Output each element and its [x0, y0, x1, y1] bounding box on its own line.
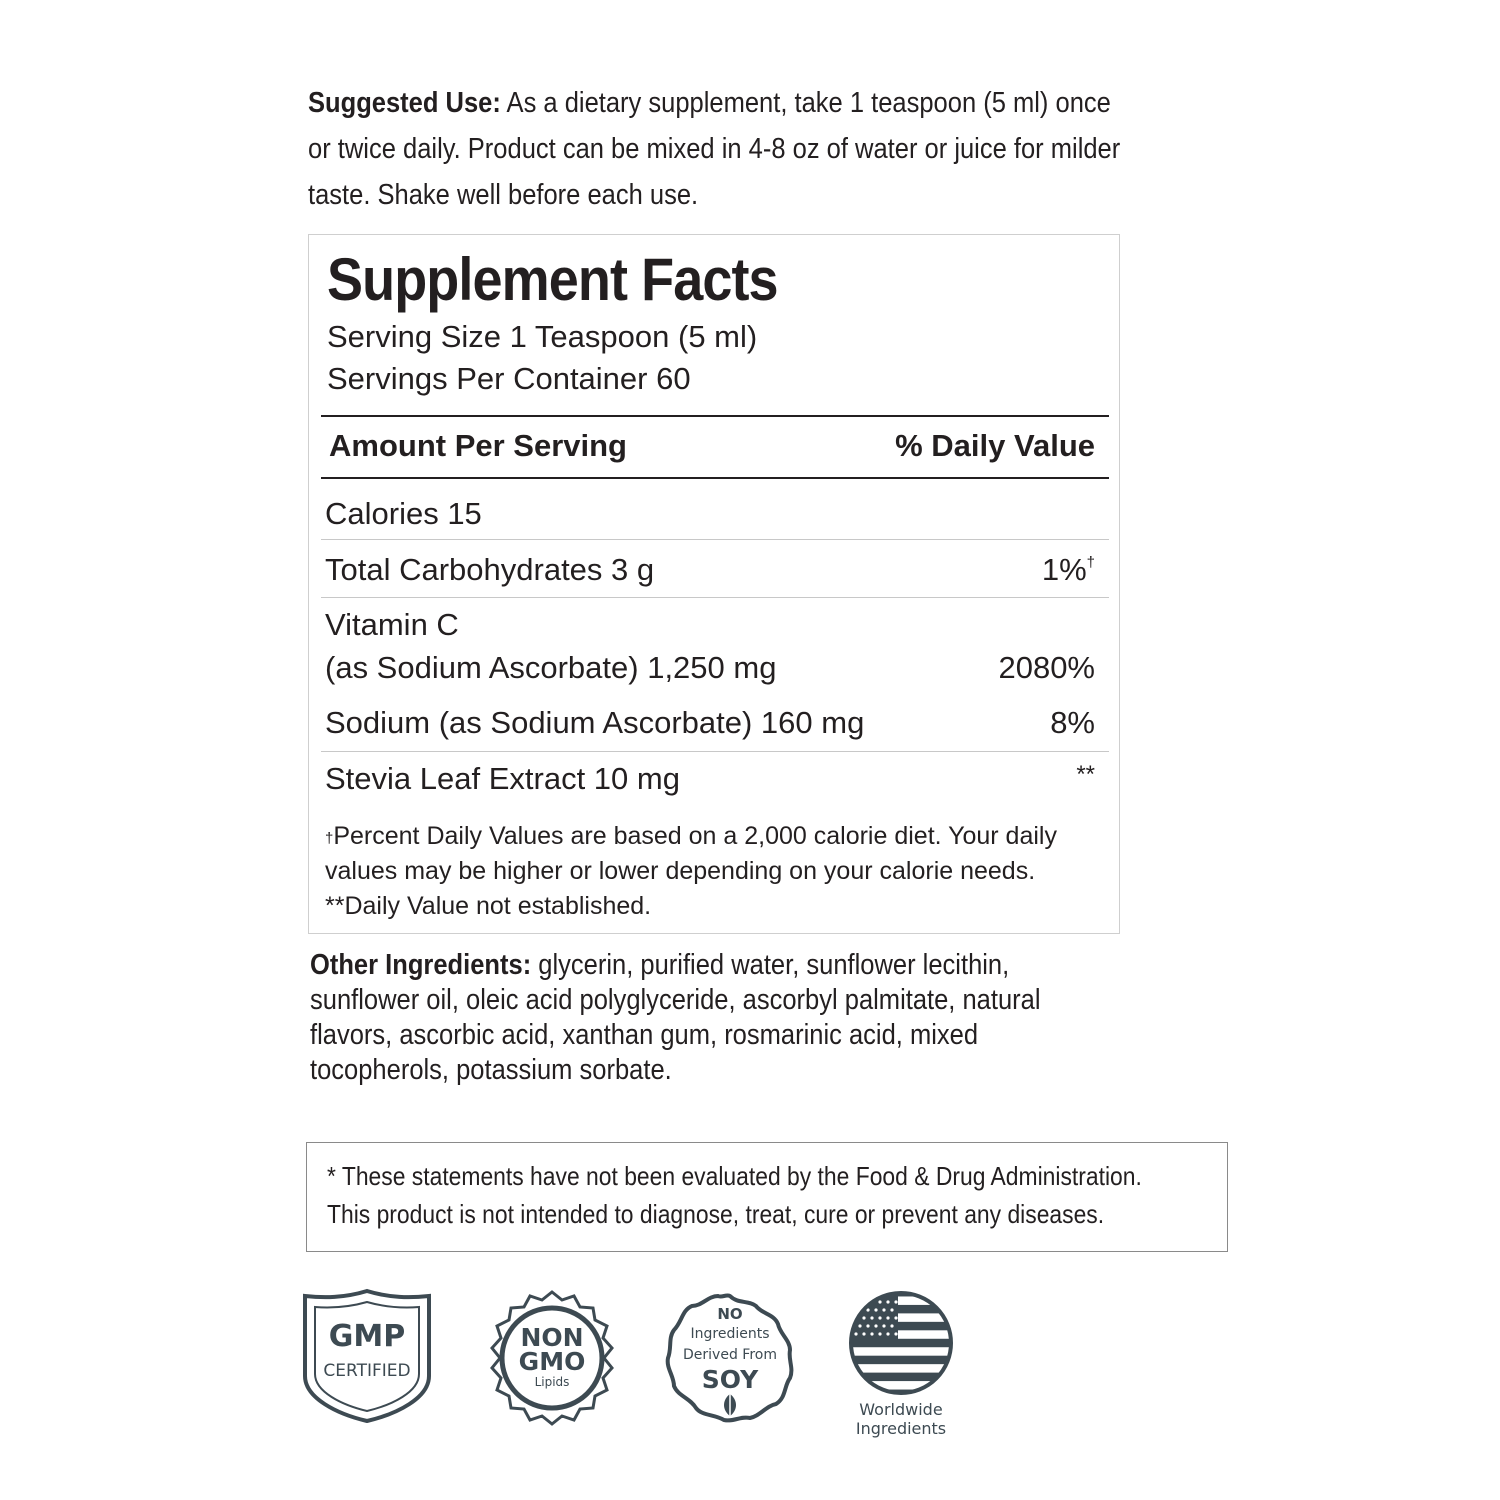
certified-text: CERTIFIED — [323, 1361, 411, 1381]
worldwide-caption — [836, 1400, 966, 1438]
gmp-shield-icon — [302, 1288, 432, 1424]
ingredients-text: Ingredients — [690, 1326, 770, 1342]
fda-disclaimer — [306, 1142, 1228, 1252]
lipids-text: Lipids — [534, 1375, 570, 1389]
derived-from-text: Derived From — [683, 1347, 777, 1363]
sodium-label: Sodium (as Sodium Ascorbate) 160 mg — [325, 705, 865, 740]
disclaimer-line-1: * These statements have not been evaluated by the Food & Drug Administration. — [327, 1161, 1142, 1191]
sodium-value: 8% — [1050, 705, 1095, 740]
vitamin-c-value: 2080% — [998, 650, 1095, 685]
row-divider — [321, 539, 1109, 540]
suggested-use — [308, 80, 1126, 218]
facts-footnote — [325, 819, 1125, 924]
suggested-use-label: Suggested Use: — [308, 87, 501, 119]
suggested-use-text: As a dietary supplement, take 1 teaspoon (5 ml) once or twice daily. Product can be mixed in 4-8 oz of water or juice for milder taste. Shake well before each use. — [308, 87, 1121, 211]
footnote-dagger: † — [325, 830, 334, 847]
footnote-not-established: **Daily Value not established. — [325, 892, 652, 920]
us-flag-globe-icon — [846, 1288, 956, 1398]
supplement-facts-panel — [308, 234, 1120, 934]
header-rule-top — [321, 415, 1109, 417]
other-ingredients — [310, 948, 1084, 1088]
worldwide-text: Worldwide — [859, 1400, 943, 1419]
stevia-label: Stevia Leaf Extract 10 mg — [325, 761, 680, 796]
header-rule-bottom — [321, 477, 1109, 479]
calories-label: Calories 15 — [325, 496, 482, 531]
disclaimer-line-2: This product is not intended to diagnose, treat, cure or prevent any diseases. — [327, 1199, 1105, 1229]
servings-per-container: Servings Per Container 60 — [327, 361, 691, 396]
gmp-text: GMP — [328, 1319, 406, 1354]
no-soy-seal-icon — [664, 1292, 796, 1424]
non-gmo-seal-icon — [482, 1290, 622, 1426]
daily-value-header: % Daily Value — [895, 428, 1095, 463]
vitamin-c-source: (as Sodium Ascorbate) 1,250 mg — [325, 650, 777, 685]
amount-per-serving-header: Amount Per Serving — [329, 428, 627, 463]
dagger-mark: † — [1086, 554, 1095, 571]
vitamin-c-label: Vitamin C — [325, 607, 459, 642]
soy-text: SOY — [701, 1365, 759, 1394]
serving-size: Serving Size 1 Teaspoon (5 ml) — [327, 319, 758, 354]
stevia-value: ** — [1076, 761, 1095, 788]
non-text: NON — [520, 1323, 584, 1352]
row-divider — [321, 751, 1109, 752]
carbohydrates-label: Total Carbohydrates 3 g — [325, 552, 655, 587]
other-ingredients-label: Other Ingredients: — [310, 949, 532, 981]
other-ingredients-text: glycerin, purified water, sunflower lecithin, sunflower oil, oleic acid polyglyceride, ascorbyl palmitate, natural flavors, ascorbic acid, xanthan gum, rosmarinic acid, mixed tocopherols, potassium sorbate. — [310, 949, 1041, 1086]
facts-title: Supplement Facts — [327, 246, 778, 313]
ingredients-caption-text: Ingredients — [855, 1419, 947, 1438]
footnote-daily-values: Percent Daily Values are based on a 2,000 calorie diet. Your daily values may be higher or lower depending on your calorie needs. — [325, 822, 1057, 885]
gmo-text: GMO — [518, 1347, 586, 1376]
no-text: NO — [717, 1305, 743, 1323]
carbohydrates-value: 1%† — [1041, 552, 1095, 587]
row-divider — [321, 597, 1109, 598]
